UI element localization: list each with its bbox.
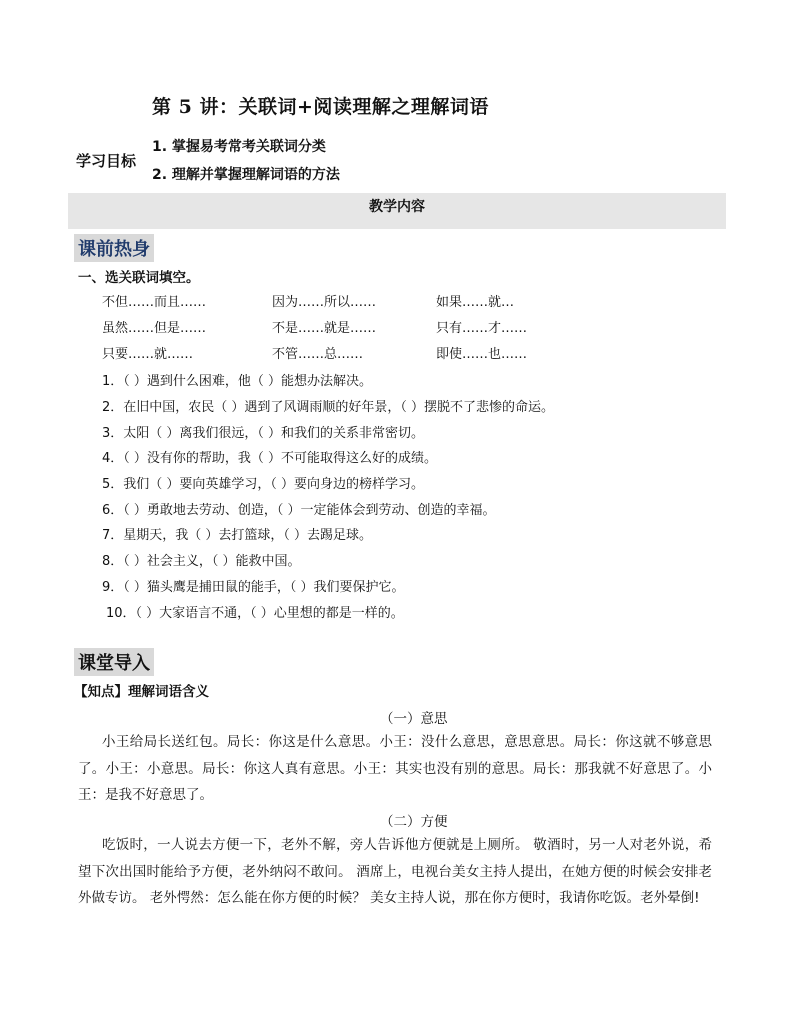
- goal-item-2: 2. 理解并掌握理解词语的方法: [152, 167, 340, 183]
- content-bar: [68, 193, 726, 229]
- exercise-item: 2．在旧中国，农民（ ）遇到了风调雨顺的好年景，（ ）摆脱不了悲惨的命运。: [102, 400, 555, 415]
- paragraph: 小王给局长送红包。局长：你这是什么意思。小王：没什么意思，意思意思。局长：你这就不够意思了。小王：小意思。局长：你这人真有意思。小王：其实也没有别的意思。局长：那我就不好意思了。小王：是我不好意思了。: [78, 734, 712, 803]
- conjunction-option: 即使……也……: [436, 347, 528, 362]
- conjunction-option: 不但……而且……: [102, 295, 207, 310]
- conjunction-option: 只有……才……: [436, 321, 528, 336]
- exercise-item: 10．（ ）大家语言不通，（ ）心里想的都是一样的。: [106, 606, 404, 621]
- exercise-item: 3．太阳（ ）离我们很远，（ ）和我们的关系非常密切。: [102, 426, 425, 441]
- conjunction-option: 只要……就……: [102, 347, 194, 362]
- section-heading-intro: 课堂导入: [74, 648, 154, 676]
- goal-item-1: 1. 掌握易考常考关联词分类: [152, 139, 326, 155]
- exercise-item: 7．星期天，我（ ）去打篮球，（ ）去踢足球。: [102, 528, 373, 543]
- paragraph: 吃饭时，一人说去方便一下，老外不解，旁人告诉他方便就是上厕所。 敬酒时，另一人对老外说，希望下次出国时能给予方便，老外纳闷不敢问。 酒席上，电视台美女主持人提出，在她方便的时候会安排老外做专访。 老外愕然：怎么能在你方便的时候？ 美女主持人说，那在你方便时，我请你吃饭。老外晕倒!: [78, 837, 712, 906]
- exercise-item: 1．（ ）遇到什么困难，他（ ）能想办法解决。: [102, 374, 373, 389]
- exercise-item: 9．（ ）猫头鹰是捕田鼠的能手，（ ）我们要保护它。: [102, 580, 405, 595]
- subsection-title: （二）方便: [380, 814, 448, 830]
- conjunction-option: 虽然……但是……: [102, 321, 207, 336]
- exercise-item: 6．（ ）勇敢地去劳动、创造，（ ）一定能体会到劳动、创造的幸福。: [102, 503, 496, 518]
- exercise-item: 4．（ ）没有你的帮助，我（ ）不可能取得这么好的成绩。: [102, 451, 438, 466]
- exercise-item: 8．（ ）社会主义，（ ）能救中国。: [102, 554, 301, 569]
- conjunction-option: 因为……所以……: [272, 295, 377, 310]
- goals-label: 学习目标: [76, 152, 137, 170]
- conjunction-option: 不是……就是……: [272, 321, 377, 336]
- subsection-title: （一）意思: [380, 711, 448, 727]
- knowledge-point: 【知点】理解词语含义: [74, 684, 209, 700]
- page-title: 第 5 讲：关联词+阅读理解之理解词语: [152, 96, 489, 118]
- conjunction-option: 不管……总……: [272, 347, 364, 362]
- section-heading-warmup: 课前热身: [74, 234, 154, 262]
- conjunction-option: 如果……就…: [436, 295, 515, 310]
- question-heading: 一、选关联词填空。: [78, 270, 200, 286]
- exercise-item: 5．我们（ ）要向英雄学习，（ ）要向身边的榜样学习。: [102, 477, 425, 492]
- content-bar-label: 教学内容: [369, 199, 425, 215]
